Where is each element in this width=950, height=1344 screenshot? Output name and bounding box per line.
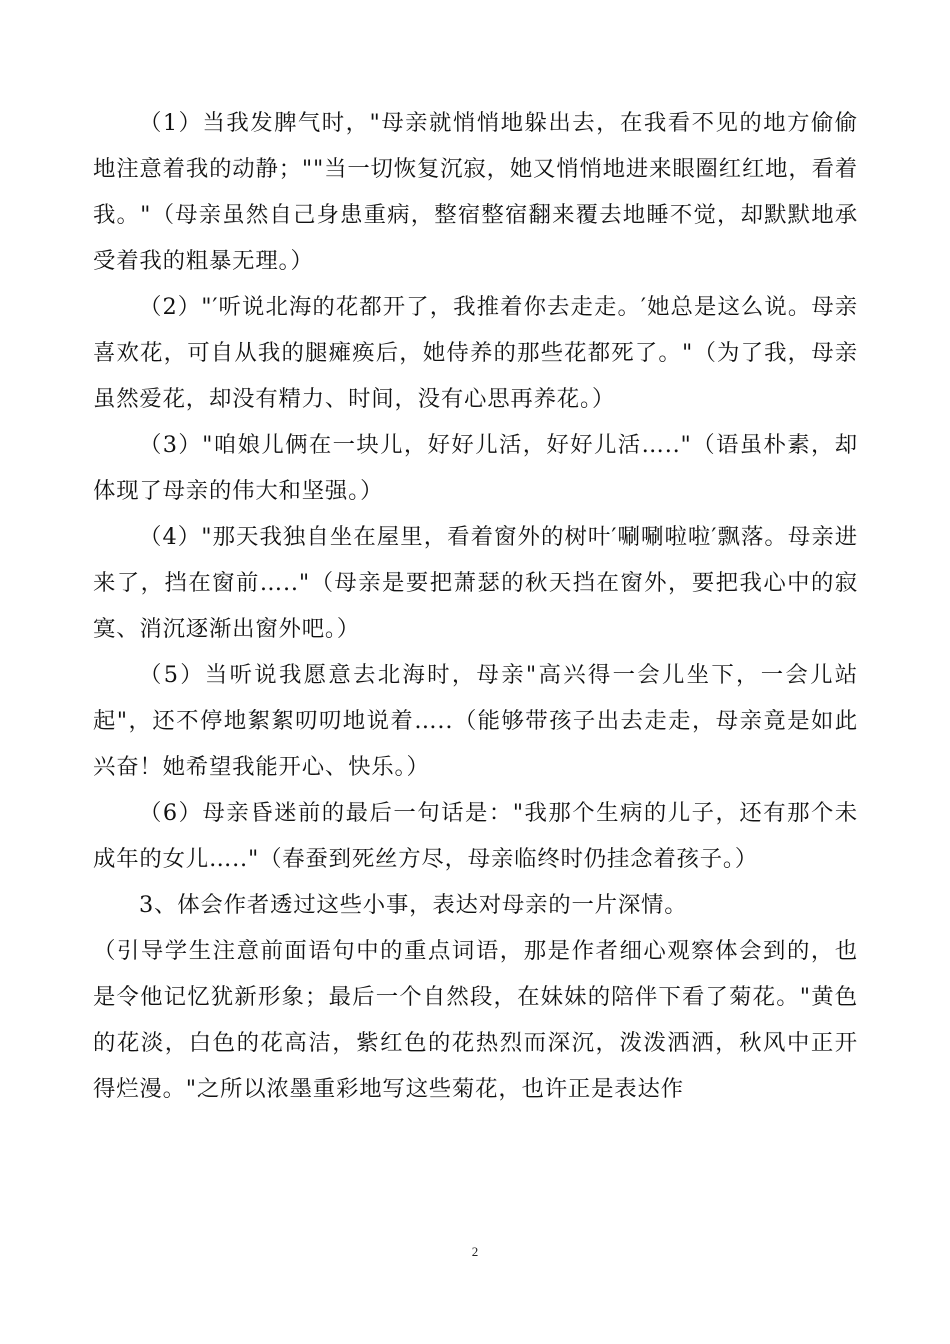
paragraph-5: （5）当听说我愿意去北海时，母亲"高兴得一会儿坐下，一会儿站起"，还不停地絮絮叨叨地说着…..（能够带孩子出去走走，母亲竟是如此兴奋！她希望我能开心、快乐。）	[93, 662, 858, 780]
section-heading: 3、体会作者透过这些小事，表达对母亲的一片深情。	[139, 892, 688, 918]
paragraph-4: （4）"那天我独自坐在屋里，看着窗外的树叶′唰唰啦啦′飘落。母亲进来了，挡在窗前….."（母亲是要把萧瑟的秋天挡在窗外，要把我心中的寂寞、消沉逐渐出窗外吧。）	[93, 524, 858, 642]
paragraph-guidance: （引导学生注意前面语句中的重点词语，那是作者细心观察体会到的，也是令他记忆犹新形象；最后一个自然段，在妹妹的陪伴下看了菊花。"黄色的花淡，白色的花高洁，紫红色的花热烈而深沉，泼泼洒洒，秋风中正开得烂漫。"之所以浓墨重彩地写这些菊花，也许正是表达作	[93, 938, 858, 1102]
paragraph-6: （6）母亲昏迷前的最后一句话是："我那个生病的儿子，还有那个未成年的女儿….."（春蚕到死丝方尽，母亲临终时仍挂念着孩子。）	[93, 800, 858, 872]
paragraph-2: （2）"′听说北海的花都开了，我推着你去走走。′她总是这么说。母亲喜欢花，可自从我的腿瘫痪后，她侍养的那些花都死了。"（为了我，母亲虽然爱花，却没有精力、时间，没有心思再养花。）	[93, 294, 858, 412]
paragraph-1: （1）当我发脾气时，"母亲就悄悄地躲出去，在我看不见的地方偷偷地注意着我的动静；""当一切恢复沉寂，她又悄悄地进来眼圈红红地，看着我。"（母亲虽然自己身患重病，整宿整宿翻来覆去地睡不觉，却默默地承受着我的粗暴无理。）	[93, 110, 858, 274]
page-number: 2	[471, 1244, 479, 1259]
paragraph-3: （3）"咱娘儿俩在一块儿，好好儿活，好好儿活….."（语虽朴素，却体现了母亲的伟大和坚强。）	[93, 432, 858, 504]
document-body	[93, 100, 858, 1112]
